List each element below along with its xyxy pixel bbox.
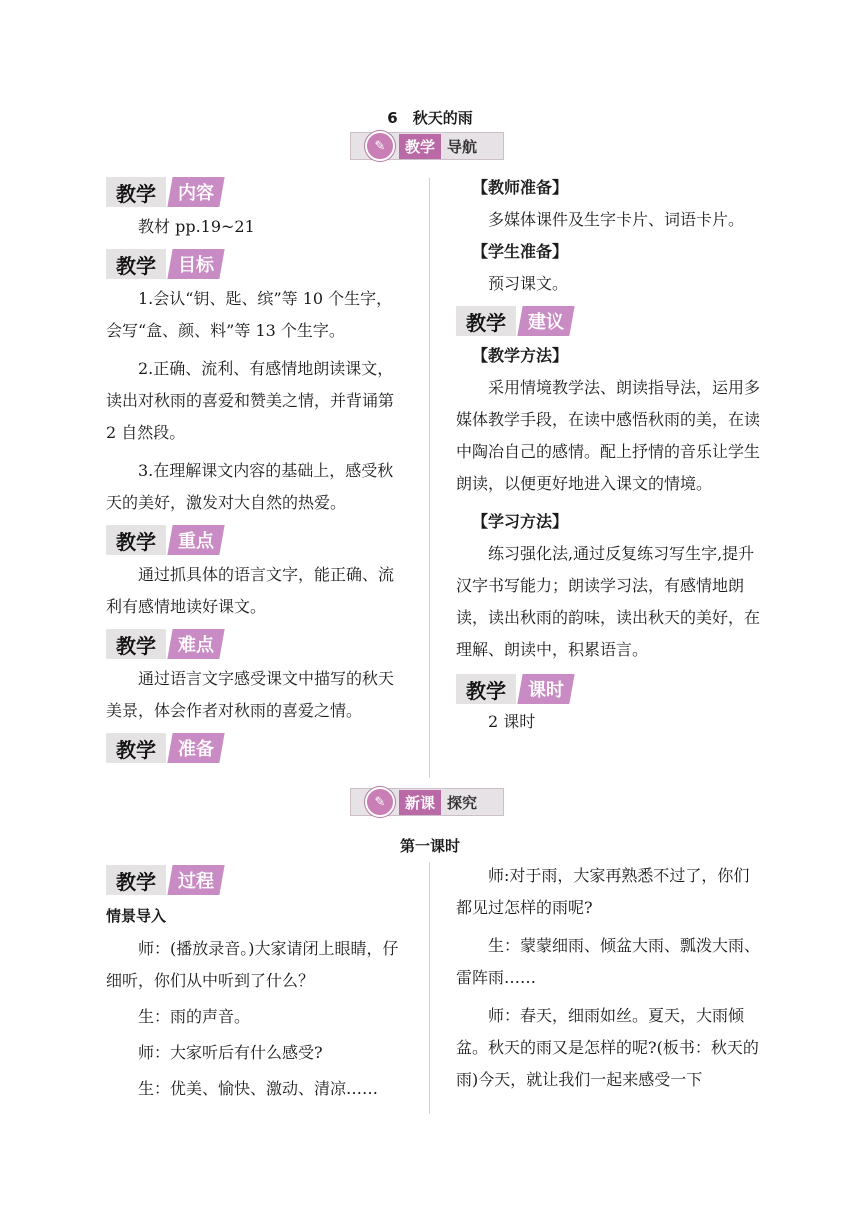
header-part-a: 教学	[106, 733, 166, 763]
column-divider-bottom	[429, 862, 430, 1114]
header-part-b: 重点	[167, 525, 224, 555]
student-prep-text: 预习课文。	[488, 274, 569, 293]
banner-label-a: 教学	[399, 134, 441, 159]
header-part-a: 教学	[106, 525, 166, 555]
right-column	[456, 172, 760, 738]
goal-1: 1.会认“钥、匙、缤”等 10 个生字，会写“盒、颜、料”等 13 个生字。	[106, 289, 393, 340]
header-part-b: 内容	[167, 177, 224, 207]
method-text: 采用情境教学法、朗读指导法，运用多媒体教学手段，在读中感悟秋雨的美，在读中陶冶自己的感情。配上抒情的音乐让学生朗读，以便更好地进入课文的情境。	[456, 378, 761, 493]
header-part-a: 教学	[456, 674, 516, 704]
teacher-prep-text: 多媒体课件及生字卡片、词语卡片。	[488, 210, 745, 229]
header-process	[106, 865, 408, 895]
header-part-a: 教学	[456, 306, 516, 336]
header-content	[106, 177, 408, 207]
page-title: 6 秋天的雨	[387, 109, 473, 127]
difficulties-text: 通过语言文字感受课文中描写的秋天美景，体会作者对秋雨的喜爱之情。	[106, 669, 395, 720]
section-banner-teaching-nav	[350, 132, 504, 160]
header-periods	[456, 674, 760, 704]
student-prep-label: 【学生准备】	[472, 242, 569, 261]
scene-intro-heading: 情景导入	[106, 907, 167, 925]
banner-label-b: 导航	[447, 137, 478, 156]
key-points-text: 通过抓具体的语言文字，能正确、流利有感情地读好课文。	[106, 565, 395, 616]
header-part-a: 教学	[106, 249, 166, 279]
dialogue-line: 师：大家听后有什么感受?	[138, 1043, 323, 1062]
section-banner-new-lesson	[350, 788, 504, 816]
header-key-points	[106, 525, 408, 555]
goal-2: 2.正确、流利、有感情地朗读课文，读出对秋雨的喜爱和赞美之情，并背诵第 2 自然段。	[106, 359, 395, 442]
header-part-a: 教学	[106, 865, 166, 895]
header-part-b: 课时	[517, 674, 574, 704]
header-part-b: 难点	[167, 629, 224, 659]
study-label: 【学习方法】	[472, 512, 569, 531]
header-part-b: 建议	[517, 306, 574, 336]
column-divider	[429, 178, 430, 778]
header-goals	[106, 249, 408, 279]
goal-3: 3.在理解课文内容的基础上，感受秋天的美好，激发对大自然的热爱。	[106, 461, 394, 512]
dialogue-line: 生：雨的声音。	[138, 1007, 251, 1026]
header-preparation	[106, 733, 408, 763]
header-part-b: 准备	[167, 733, 224, 763]
lesson-title: 第一课时	[399, 837, 460, 855]
bottom-right-column	[456, 860, 760, 1096]
header-part-b: 过程	[167, 865, 224, 895]
study-text: 练习强化法,通过反复练习写生字,提升汉字书写能力；朗读学习法，有感情地朗读，读出秋雨的韵味，读出秋天的美好，在理解、朗读中，积累语言。	[456, 544, 761, 659]
pen-emblem-icon: ✎	[365, 787, 395, 817]
banner-label-a: 新课	[399, 790, 441, 815]
header-part-b: 目标	[167, 249, 224, 279]
header-suggestions	[456, 306, 760, 336]
header-difficulties	[106, 629, 408, 659]
banner-label-b: 探究	[447, 793, 478, 812]
left-column	[106, 177, 408, 763]
pen-emblem-icon: ✎	[365, 131, 395, 161]
content-text: 教材 pp.19~21	[138, 217, 255, 236]
dialogue-line: 生：蒙蒙细雨、倾盆大雨、瓢泼大雨、雷阵雨……	[456, 936, 761, 987]
method-label: 【教学方法】	[472, 346, 569, 365]
dialogue-line: 师：春天，细雨如丝。夏天，大雨倾盆。秋天的雨又是怎样的呢?(板书：秋天的雨)今天，就让我们一起来感受一下	[456, 1006, 759, 1089]
dialogue-line: 生：优美、愉快、激动、清凉……	[138, 1079, 379, 1098]
periods-text: 2 课时	[488, 712, 536, 731]
dialogue-line: 师:对于雨，大家再熟悉不过了，你们都见过怎样的雨呢?	[456, 866, 750, 917]
bottom-left-column	[106, 865, 408, 1105]
teacher-prep-label: 【教师准备】	[472, 178, 569, 197]
header-part-a: 教学	[106, 177, 166, 207]
header-part-a: 教学	[106, 629, 166, 659]
dialogue-line: 师：(播放录音。)大家请闭上眼睛，仔细听，你们从中听到了什么？	[106, 939, 399, 990]
